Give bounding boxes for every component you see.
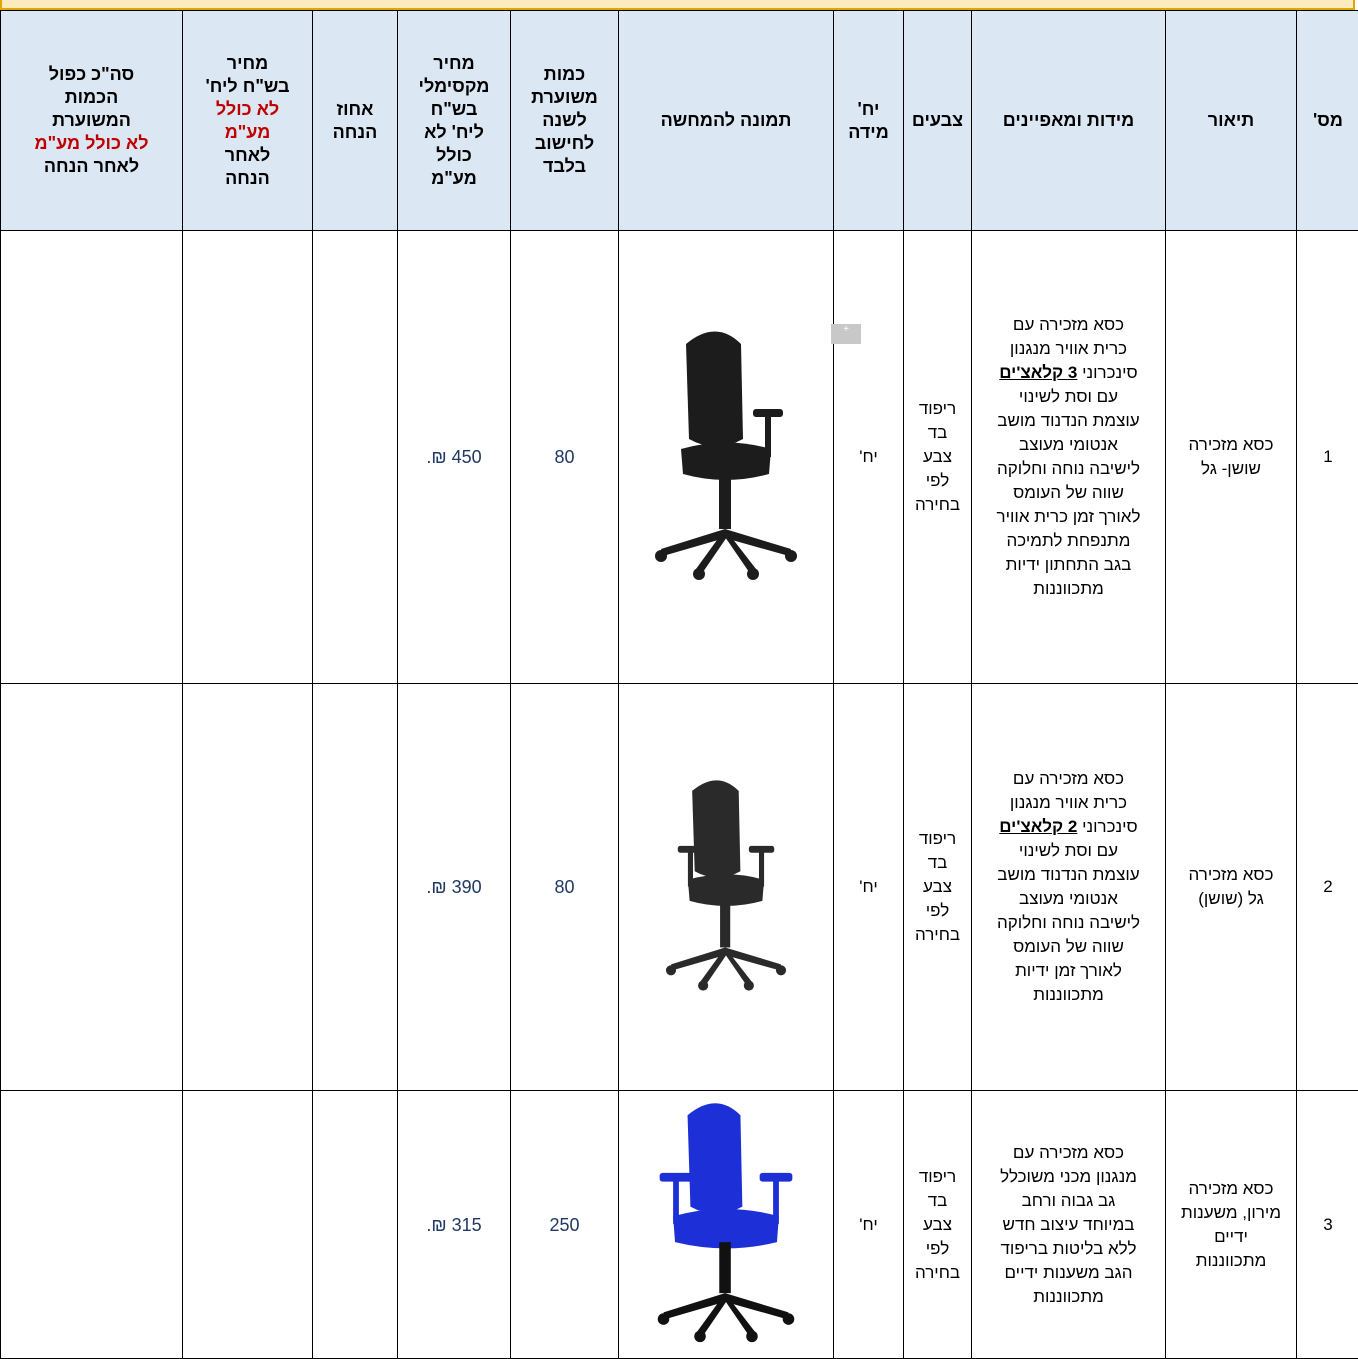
row-quantity: 80 [511, 231, 619, 684]
row-colors [904, 1091, 972, 1359]
colors-line: ריפוד [908, 827, 967, 851]
col-header-quantity: כמות משוערת לשנה לחישוב בלבד [511, 11, 619, 231]
header-text-red: לא כולל מע"מ [29, 132, 154, 155]
row-total[interactable] [1, 231, 183, 684]
colors-line: ריפוד [908, 397, 967, 421]
chair-image [641, 1096, 811, 1353]
colors-line: בחירה [908, 493, 967, 517]
row-num: 2 [1297, 684, 1358, 1091]
row-max-price: 450 ₪. [398, 231, 511, 684]
row-price-after-discount[interactable] [183, 1091, 313, 1359]
features-text: כסא מזכירה עם כרית אוויר מנגנון סינכרוני [1010, 769, 1138, 836]
row-num: 1 [1297, 231, 1358, 684]
row-features [972, 1091, 1166, 1359]
table-row [1, 231, 1358, 684]
colors-line: בד [908, 851, 967, 875]
col-header-discount: אחוז הנחה [313, 11, 398, 231]
colors-line: לפי [908, 469, 967, 493]
features-text: עם וסת לשינוי עוצמת הנדנוד מושב אנטומי מעוצב לישיבה נוחה וחלוקה שווה של העומס לאורך זמן כרית אוויר מתנפחת לתמיכה בגב התחתון ידיות מתכווננות [996, 387, 1140, 598]
row-max-price: 390 ₪. [398, 684, 511, 1091]
row-max-price: 315 ₪. [398, 1091, 511, 1359]
colors-line: בחירה [908, 1261, 967, 1285]
row-discount[interactable] [313, 684, 398, 1091]
colors-line: בד [908, 1189, 967, 1213]
row-features [972, 684, 1166, 1091]
features-text: כסא מזכירה עם מנגנון מכני משוכלל גב גבוה ורחב במיוחד עיצוב חדש ללא בליטות בריפוד הגב משענות ידיים מתכווננות [1000, 1143, 1137, 1306]
colors-line: צבע [908, 445, 967, 469]
header-text: סה"כ כפול הכמות המשוערת [29, 63, 154, 132]
row-image [619, 231, 834, 684]
row-description: כסא מזכירה גל (שושן) [1166, 684, 1297, 1091]
row-quantity: 250 [511, 1091, 619, 1359]
header-text: לאחר הנחה [201, 144, 294, 190]
features-text: עם וסת לשינוי עוצמת הנדנוד מושב אנטומי מעוצב לישיבה נוחה וחלוקה שווה של העומס לאורך זמן ידיות מתכווננות [997, 841, 1140, 1004]
colors-line: לפי [908, 1237, 967, 1261]
colors-line: בד [908, 421, 967, 445]
colors-line: ריפוד [908, 1165, 967, 1189]
col-header-description: תיאור [1166, 11, 1297, 231]
row-discount[interactable] [313, 1091, 398, 1359]
colors-line: צבע [908, 1213, 967, 1237]
header-row [1, 11, 1358, 231]
header-text: לאחר הנחה [29, 155, 154, 178]
row-unit: יח' [834, 231, 904, 684]
row-colors [904, 684, 972, 1091]
colors-line: צבע [908, 875, 967, 899]
col-header-unit: יח' מידה [834, 11, 904, 231]
header-band [0, 0, 1355, 10]
header-text: מחיר בש"ח ליח' [201, 52, 294, 98]
table-row [1, 1091, 1358, 1359]
row-image [619, 684, 834, 1091]
row-image [619, 1091, 834, 1359]
row-price-after-discount[interactable] [183, 684, 313, 1091]
zoom-tag[interactable]: + [831, 324, 861, 344]
col-header-max-price: מחיר מקסימלי בש"ח ליח' לא כולל מע"מ [398, 11, 511, 231]
pricing-table [0, 10, 1358, 1359]
row-total[interactable] [1, 1091, 183, 1359]
row-total[interactable] [1, 684, 183, 1091]
col-header-colors: צבעים [904, 11, 972, 231]
row-description: כסא מזכירה מירון, משענות ידיים מתכווננות [1166, 1091, 1297, 1359]
chair-icon [641, 1096, 811, 1346]
colors-line: לפי [908, 899, 967, 923]
chair-icon [641, 324, 811, 584]
features-bold: 3 קלאצ'ים [999, 363, 1077, 382]
row-unit: יח' [834, 1091, 904, 1359]
chair-image [651, 774, 801, 1001]
colors-line: בחירה [908, 923, 967, 947]
col-header-price-after-discount [183, 11, 313, 231]
header-text-red: לא כולל מע"מ [201, 98, 294, 144]
col-header-features: מידות ומאפיינים [972, 11, 1166, 231]
features-text: כסא מזכירה עם כרית אוויר מנגנון סינכרוני [1010, 315, 1138, 382]
table-row [1, 684, 1358, 1091]
chair-image [641, 324, 811, 591]
row-discount[interactable] [313, 231, 398, 684]
row-num: 3 [1297, 1091, 1358, 1359]
row-description: כסא מזכירה שושן- גל [1166, 231, 1297, 684]
row-features [972, 231, 1166, 684]
row-unit: יח' [834, 684, 904, 1091]
row-colors [904, 231, 972, 684]
col-header-total [1, 11, 183, 231]
row-price-after-discount[interactable] [183, 231, 313, 684]
col-header-image: תמונה להמחשה [619, 11, 834, 231]
chair-icon [651, 774, 801, 994]
features-bold: 2 קלאצ'ים [999, 817, 1077, 836]
row-quantity: 80 [511, 684, 619, 1091]
col-header-num: מס' [1297, 11, 1358, 231]
